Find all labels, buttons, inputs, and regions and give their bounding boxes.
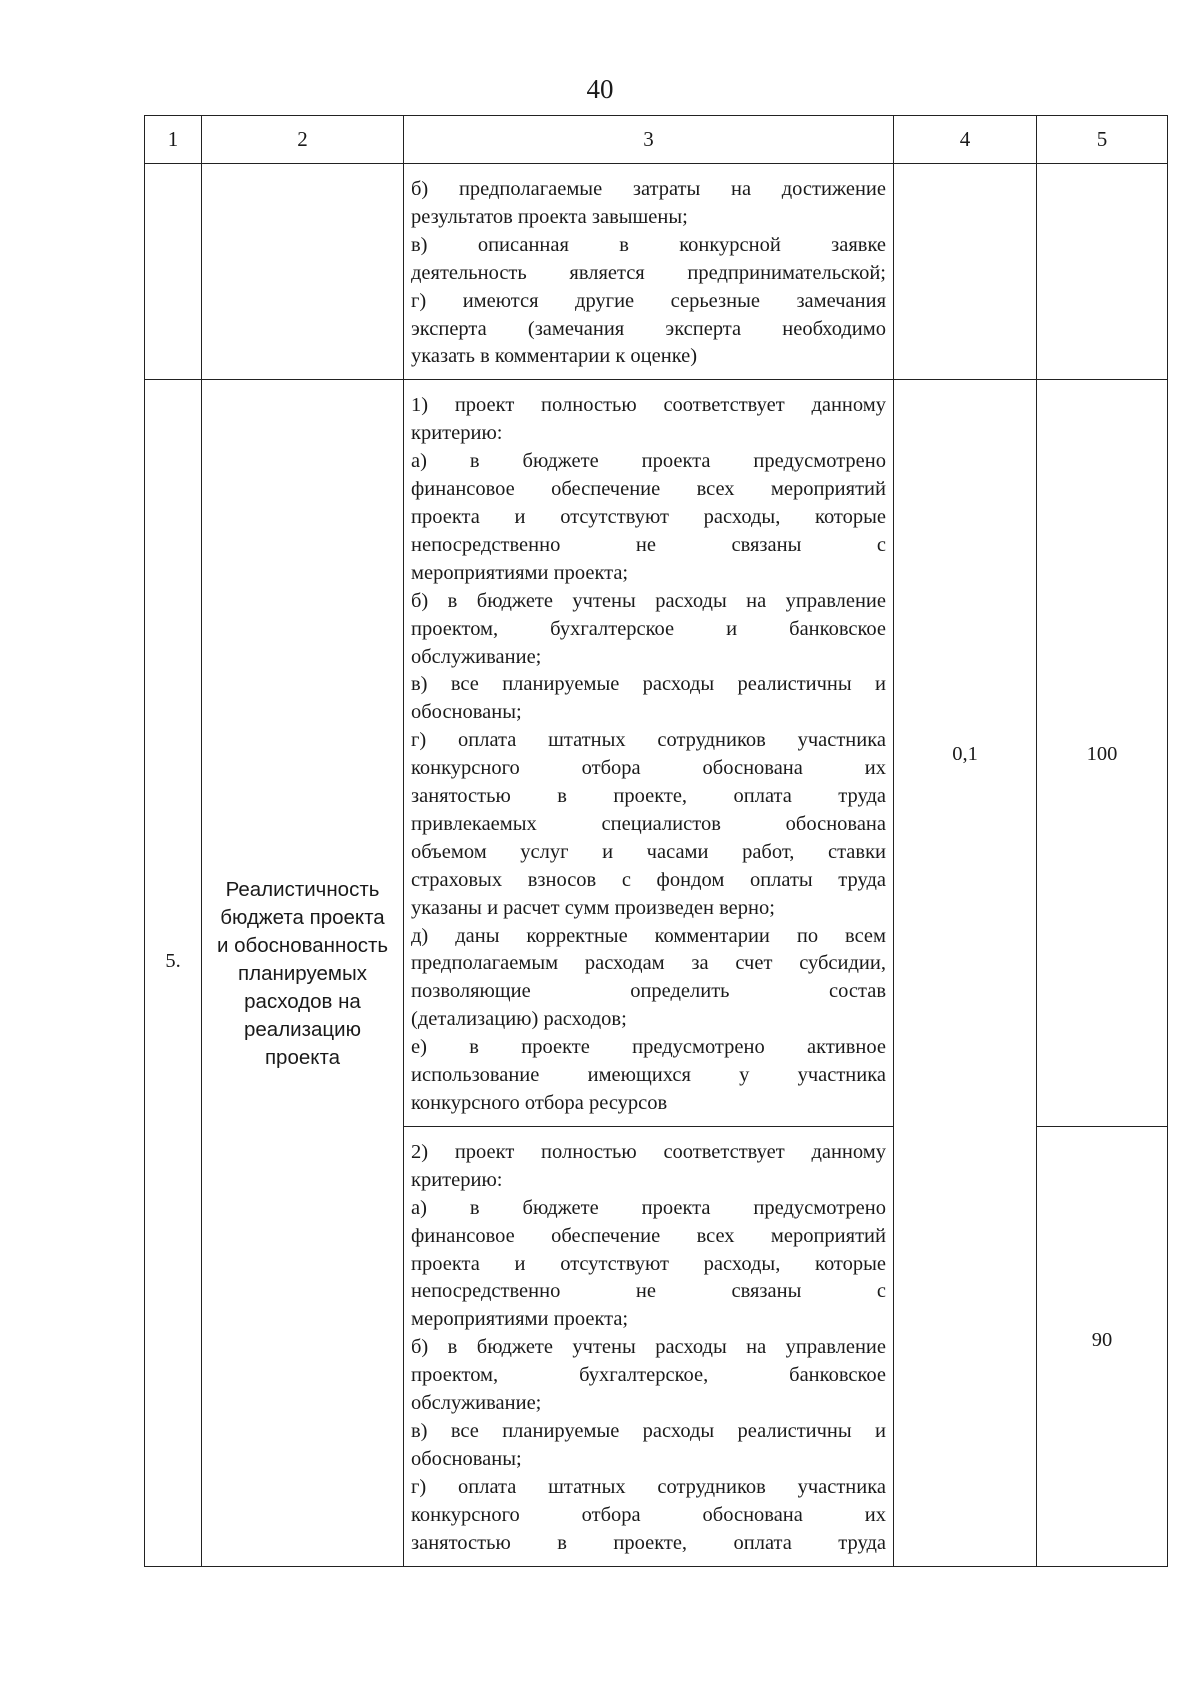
weight-cell-empty xyxy=(894,164,1037,380)
table-header-row xyxy=(145,116,1168,164)
text-line: использование имеющихся у участника xyxy=(411,1064,886,1087)
column-header-2: 2 xyxy=(202,116,404,164)
text-line: деятельность является предпринимательской; xyxy=(411,261,886,284)
text-line: объемом услуг и часами работ, ставки xyxy=(411,840,886,863)
text-line: 1) проект полностью соответствует данному xyxy=(411,394,886,417)
text-line: критерию: xyxy=(411,1168,503,1191)
text-line: непосредственно не связаны с xyxy=(411,1280,886,1303)
text-line: в) все планируемые расходы реалистичны и xyxy=(411,1419,886,1442)
text-line: непосредственно не связаны с xyxy=(411,533,886,556)
text-line: мероприятиями проекта; xyxy=(411,561,629,584)
text-line: проекта и отсутствуют расходы, которые xyxy=(411,1252,886,1275)
criterion-line: бюджета проекта xyxy=(220,906,385,930)
table-row-continuation xyxy=(145,164,1168,380)
text-line: 2) проект полностью соответствует данному xyxy=(411,1140,886,1163)
text-line: указаны и расчет сумм произведен верно; xyxy=(411,896,775,919)
score-cell-option-2: 90 xyxy=(1037,1126,1168,1566)
text-line: (детализацию) расходов; xyxy=(411,1008,627,1031)
criterion-line: проекта xyxy=(264,1046,341,1070)
criterion-cell xyxy=(202,380,404,1566)
row-index-cell: 5. xyxy=(145,380,202,1566)
text-line: конкурсного отбора ресурсов xyxy=(411,1092,668,1114)
column-header-5: 5 xyxy=(1037,116,1168,164)
text-line: а) в бюджете проекта предусмотрено xyxy=(411,450,886,473)
text-line: обоснованы; xyxy=(411,1447,522,1470)
text-line: занятостью в проекте, оплата труда xyxy=(411,785,886,808)
text-line: б) в бюджете учтены расходы на управление xyxy=(411,1336,886,1359)
text-line: финансовое обеспечение всех мероприятий xyxy=(411,1224,886,1247)
weight-cell: 0,1 xyxy=(894,380,1037,1566)
score-cell-empty xyxy=(1037,164,1168,380)
text-line: проектом, бухгалтерское, банковское xyxy=(411,1364,886,1387)
text-line: указать в комментарии к оценке) xyxy=(411,345,698,368)
text-line: г) имеются другие серьезные замечания xyxy=(411,289,886,312)
text-line: г) оплата штатных сотрудников участника xyxy=(411,729,886,752)
text-line: эксперта (замечания эксперта необходимо xyxy=(411,317,886,340)
text-line: обоснованы; xyxy=(411,701,522,724)
criterion-line: расходов на xyxy=(244,990,361,1014)
text-line: проектом, бухгалтерское и банковское xyxy=(411,617,886,640)
text-line: занятостью в проекте, оплата труда xyxy=(411,1531,886,1554)
text-line: в) описанная в конкурсной заявке xyxy=(411,233,886,256)
criterion-line: и обоснованность xyxy=(216,934,389,958)
text-line: конкурсного отбора обоснована их xyxy=(411,757,886,780)
criteria-table xyxy=(144,115,1168,1567)
text-line: критерию: xyxy=(411,422,503,445)
text-line: финансовое обеспечение всех мероприятий xyxy=(411,478,886,501)
text-line: д) даны корректные комментарии по всем xyxy=(411,924,886,947)
text-line: мероприятиями проекта; xyxy=(411,1308,629,1331)
score-cell-option-1: 100 xyxy=(1037,380,1168,1127)
criterion-line: Реалистичность xyxy=(225,878,380,902)
criterion-cell-empty xyxy=(202,164,404,380)
criterion-line: реализацию xyxy=(244,1018,361,1042)
criterion-line: планируемых xyxy=(238,962,367,986)
text-line: б) предполагаемые затраты на достижение xyxy=(411,178,886,200)
page-number: 40 xyxy=(586,74,614,104)
text-line: б) в бюджете учтены расходы на управление xyxy=(411,589,886,612)
option-1-text-cell xyxy=(404,380,894,1127)
column-header-4: 4 xyxy=(894,116,1037,164)
text-line: конкурсного отбора обоснована их xyxy=(411,1503,886,1526)
text-line: обслуживание; xyxy=(411,645,542,668)
text-line: предполагаемым расходам за счет субсидии, xyxy=(411,952,886,975)
option-2-text-cell xyxy=(404,1126,894,1566)
text-line: в) все планируемые расходы реалистичны и xyxy=(411,673,886,696)
text-line: позволяющие определить состав xyxy=(411,980,886,1003)
text-line: проекта и отсутствуют расходы, которые xyxy=(411,505,886,528)
text-line: е) в проекте предусмотрено активное xyxy=(411,1036,886,1059)
column-header-3: 3 xyxy=(404,116,894,164)
text-line: г) оплата штатных сотрудников участника xyxy=(411,1475,886,1498)
row-index-cell-empty xyxy=(145,164,202,380)
text-line: а) в бюджете проекта предусмотрено xyxy=(411,1196,886,1219)
continuation-text-cell xyxy=(404,164,894,380)
text-line: результатов проекта завышены; xyxy=(411,205,688,228)
text-line: привлекаемых специалистов обоснована xyxy=(411,812,886,835)
text-line: страховых взносов с фондом оплаты труда xyxy=(411,868,886,891)
text-line: обслуживание; xyxy=(411,1392,542,1415)
column-header-1: 1 xyxy=(145,116,202,164)
table-row-option-1 xyxy=(145,380,1168,1127)
